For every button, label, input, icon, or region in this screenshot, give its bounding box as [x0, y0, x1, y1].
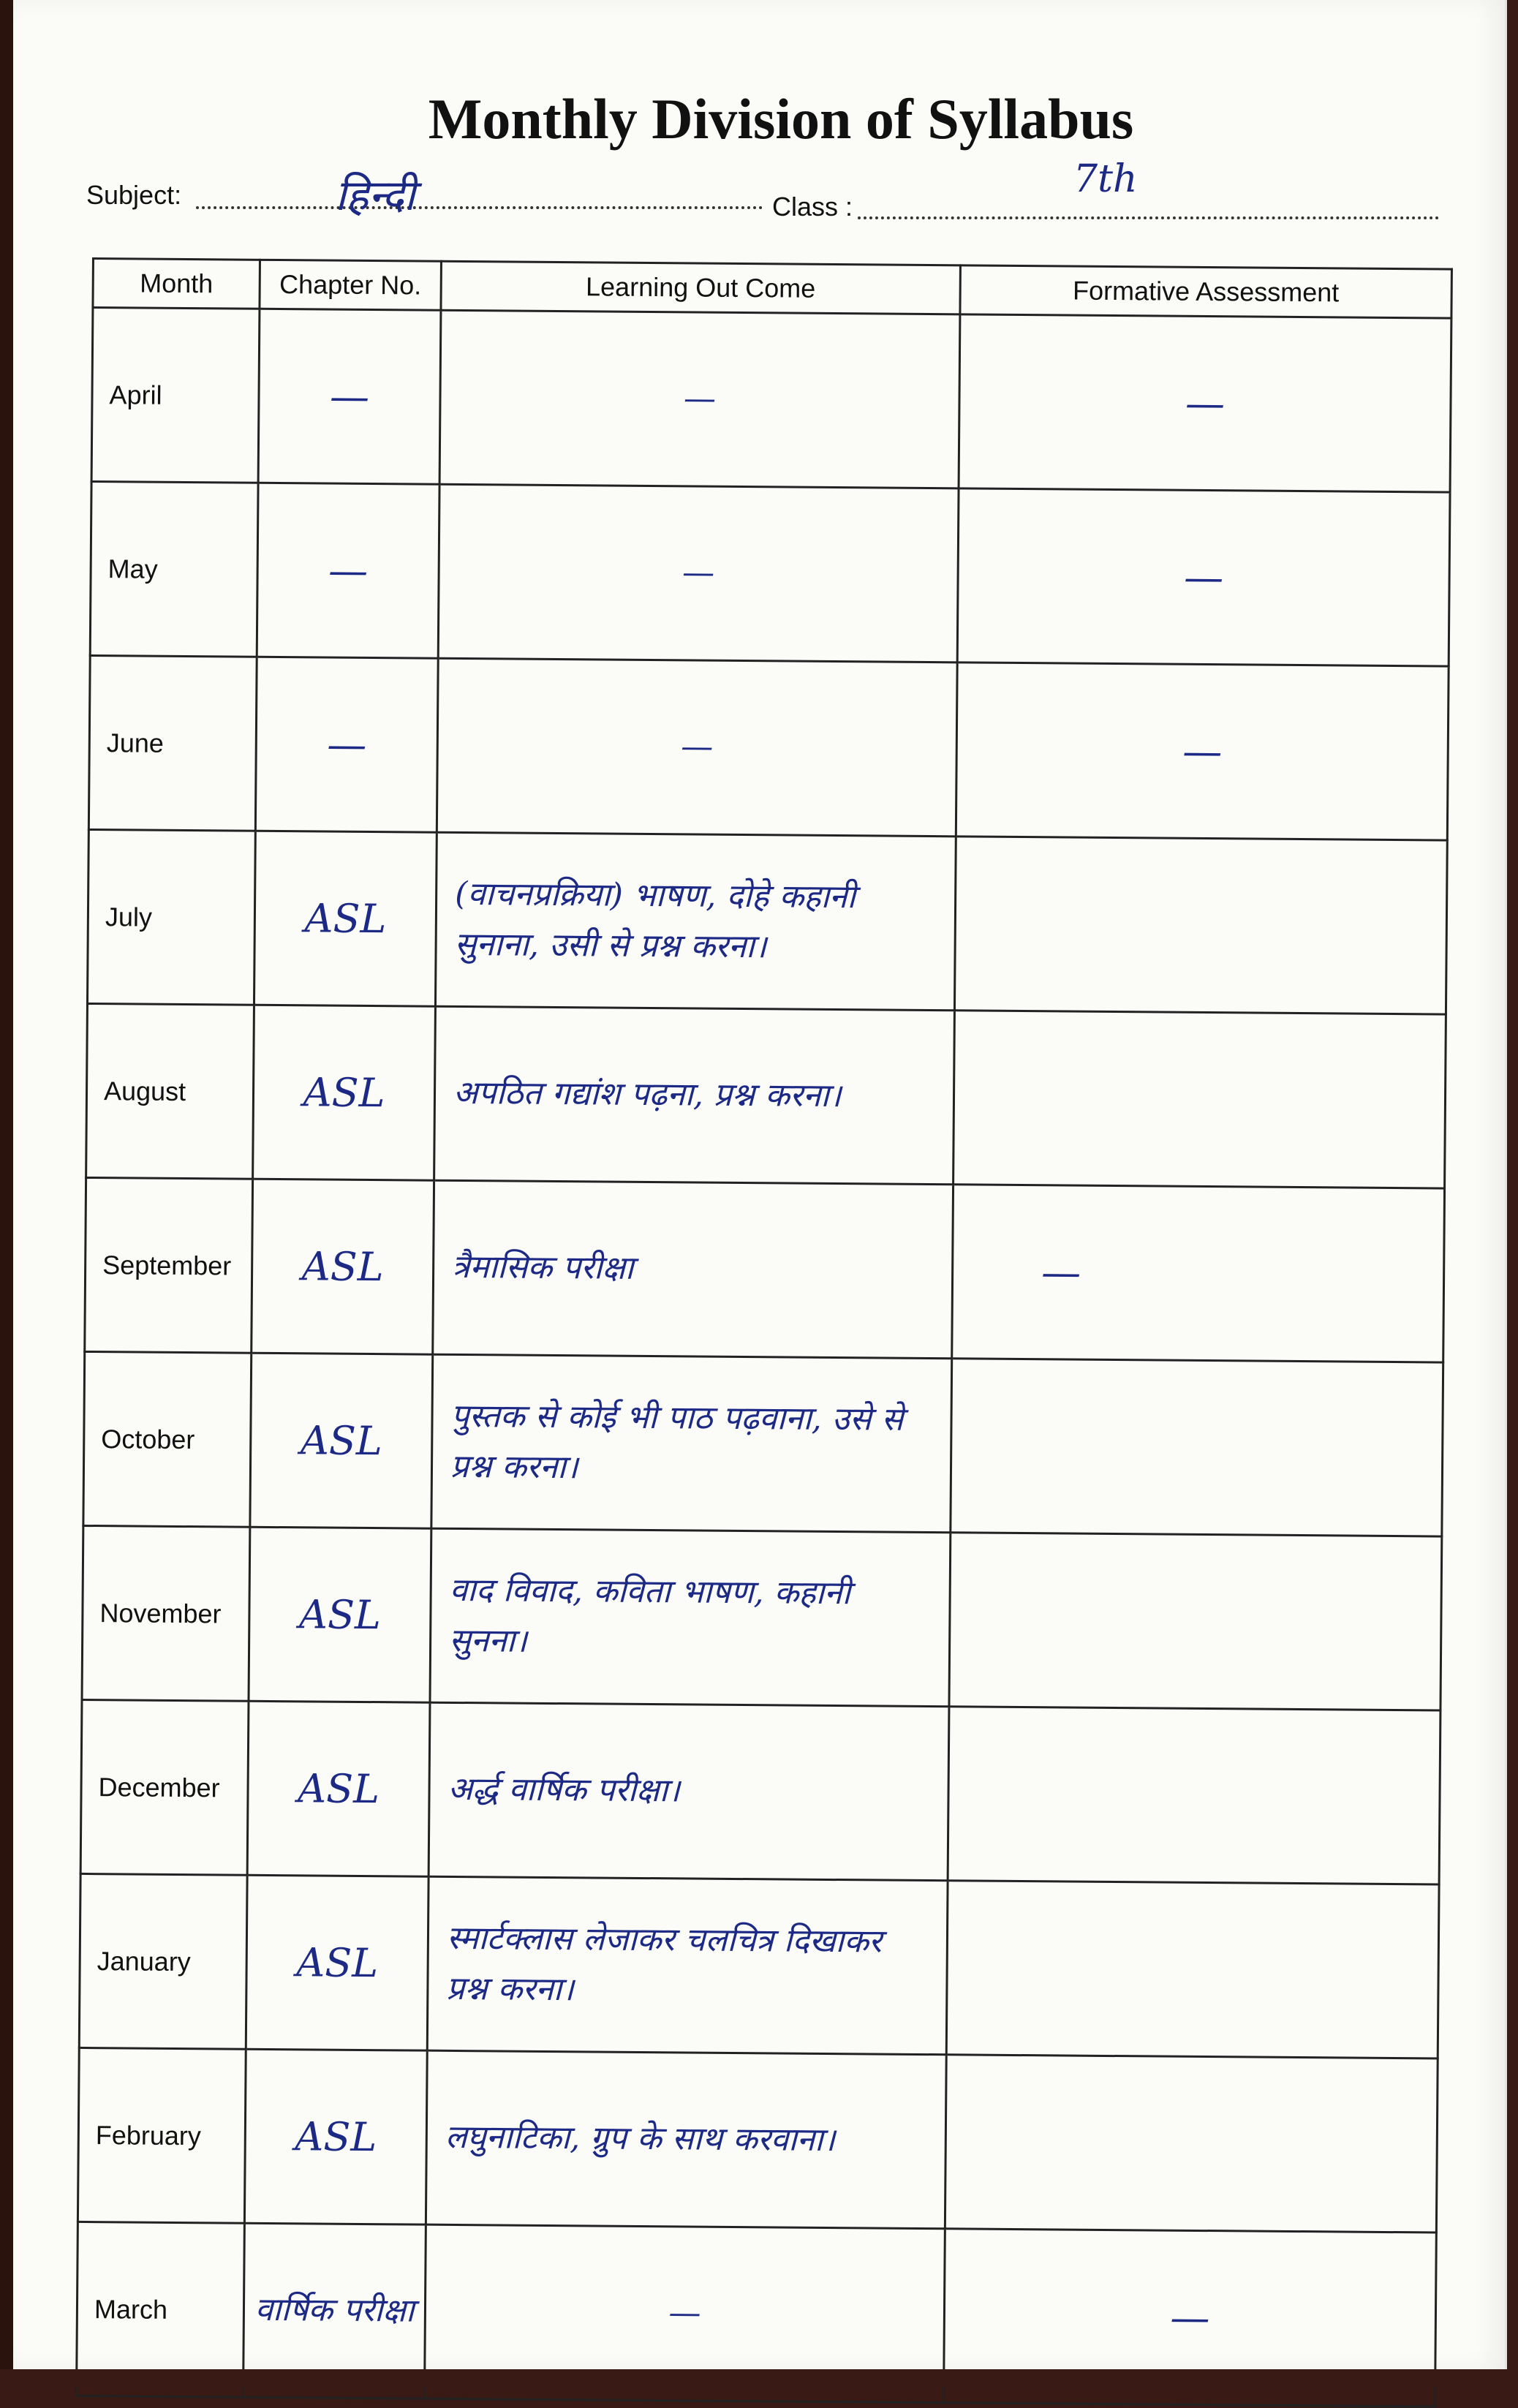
chapter-cell: ASL — [246, 1875, 428, 2050]
month-cell: May — [90, 482, 258, 657]
chapter-cell: — — [255, 657, 438, 832]
background-edge — [0, 2369, 1518, 2387]
month-cell: November — [82, 1525, 250, 1701]
header-learning-outcome: Learning Out Come — [441, 261, 961, 314]
outcome-cell: वाद विवाद, कविता भाषण, कहानी सुनना। — [430, 1528, 951, 1707]
table-row — [87, 829, 1447, 1014]
outcome-cell: पुस्तक से कोई भी पाठ पढ़वाना, उसे से प्रश्न करना। — [431, 1354, 952, 1533]
subject-label: Subject: — [86, 180, 182, 210]
class-label: Class : — [772, 192, 853, 222]
month-cell: January — [79, 1873, 247, 2049]
outcome-cell: (वाचनप्रक्रिया) भाषण, दोहे कहानी सुनाना, उसी से प्रश्न करना। — [435, 832, 956, 1011]
table-row — [82, 1525, 1442, 1710]
outcome-cell: अर्द्ध वार्षिक परीक्षा। — [428, 1702, 949, 1881]
table-row — [88, 655, 1449, 840]
assessment-cell: — — [943, 2229, 1436, 2407]
header-chapter-no: Chapter No. — [260, 260, 442, 310]
header-formative-assessment: Formative Assessment — [960, 265, 1452, 318]
table-row — [85, 1177, 1445, 1362]
assessment-cell — [951, 1359, 1443, 1536]
table-row — [83, 1351, 1443, 1536]
assessment-cell: — — [952, 1185, 1445, 1362]
class-dotted-line — [858, 216, 1439, 219]
chapter-cell: ASL — [250, 1353, 433, 1528]
chapter-cell: ASL — [247, 1701, 430, 1876]
outcome-cell: — — [425, 2224, 945, 2403]
table-row — [86, 1003, 1446, 1188]
chapter-cell: — — [257, 483, 439, 658]
assessment-cell — [945, 2055, 1438, 2233]
table-row — [78, 2047, 1438, 2233]
month-cell: March — [77, 2222, 245, 2397]
syllabus-table — [75, 257, 1453, 2408]
page-title: Monthly Division of Syllabus — [428, 87, 1134, 151]
notebook-binding — [0, 0, 13, 2387]
month-cell: August — [86, 1003, 254, 1179]
month-cell: April — [91, 308, 260, 483]
assessment-cell — [946, 1881, 1439, 2058]
assessment-cell — [954, 837, 1447, 1014]
table-row — [79, 1873, 1439, 2058]
assessment-cell — [948, 1707, 1440, 1884]
month-cell: July — [87, 829, 255, 1005]
month-cell: June — [88, 655, 257, 831]
outcome-cell: त्रैमासिक परीक्षा — [433, 1180, 954, 1359]
outcome-cell: स्मार्टक्लास लेजाकर चलचित्र दिखाकर प्रश्न करना। — [427, 1876, 948, 2055]
outcome-cell: — — [439, 310, 960, 488]
outcome-cell: — — [437, 658, 957, 837]
assessment-cell — [949, 1533, 1442, 1710]
chapter-cell: ASL — [253, 1005, 436, 1180]
assessment-cell: — — [956, 663, 1449, 840]
header-month: Month — [93, 259, 260, 309]
subject-dotted-line — [196, 206, 763, 209]
subject-value: हिन्दी — [335, 170, 415, 220]
chapter-cell: — — [258, 309, 441, 484]
month-cell: December — [80, 1699, 249, 1875]
table-row — [80, 1699, 1440, 1884]
assessment-cell: — — [957, 488, 1450, 666]
month-cell: February — [78, 2047, 246, 2223]
chapter-cell: ASL — [244, 2049, 427, 2224]
assessment-cell: — — [959, 314, 1451, 492]
outcome-cell: लघुनाटिका, ग्रुप के साथ करवाना। — [426, 2050, 946, 2229]
class-value: 7th — [1073, 157, 1138, 201]
chapter-cell: ASL — [254, 831, 437, 1006]
syllabus-page — [13, 0, 1507, 2369]
month-cell: October — [83, 1351, 252, 1527]
assessment-cell — [954, 1011, 1446, 1188]
chapter-cell: ASL — [252, 1179, 434, 1354]
table-row — [90, 482, 1450, 667]
month-cell: September — [85, 1177, 253, 1353]
outcome-cell: अपठित गद्यांश पढ़ना, प्रश्न करना। — [434, 1006, 955, 1185]
chapter-cell: ASL — [249, 1527, 431, 1702]
chapter-cell: वार्षिक परीक्षा — [243, 2223, 426, 2398]
outcome-cell: — — [438, 484, 959, 663]
table-row — [91, 308, 1451, 493]
